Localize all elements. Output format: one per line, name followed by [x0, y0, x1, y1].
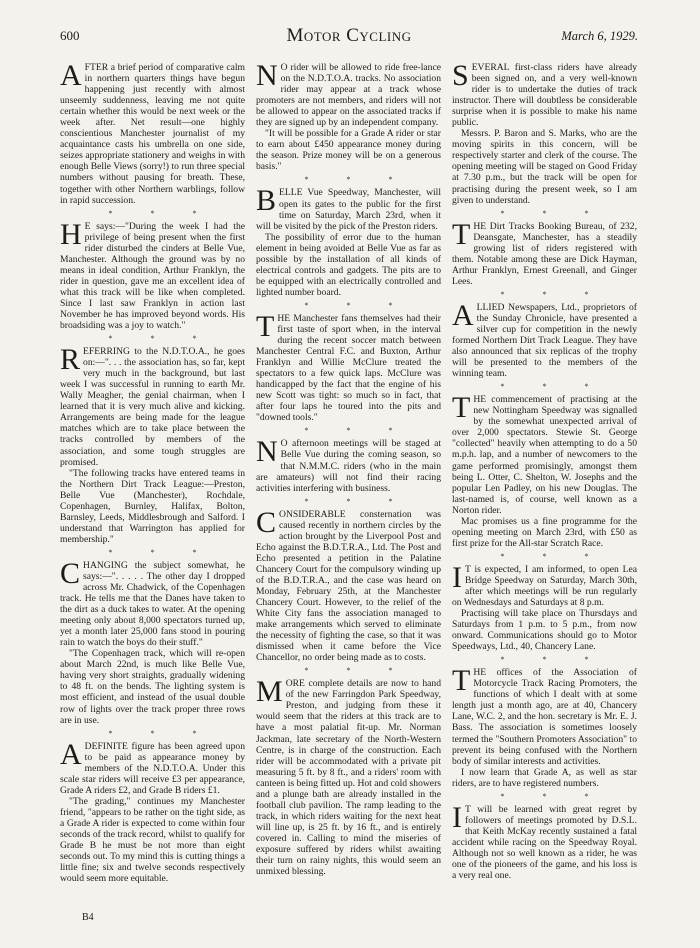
drop-cap: A — [60, 59, 82, 92]
paragraph — [60, 796, 245, 884]
drop-cap: R — [60, 343, 81, 377]
section-separator: * * * — [304, 300, 411, 310]
paragraph-text: LLIED Newspapers, Ltd., proprietors of the Sunday Chronicle, have presented a silver cup for competition in the newly formed Northern Dirt Track League. They have also announced that six replicas of the trophy will be presented to the members of the winning team. — [452, 301, 637, 380]
paragraph — [452, 516, 637, 549]
paragraph — [452, 767, 637, 789]
paragraph — [60, 468, 245, 545]
section-separator: * * * — [500, 382, 607, 392]
section-separator: * * * — [500, 289, 607, 299]
paragraph-text: "The following tracks have entered teams in the Northern Dirt Track League:—Preston, Belle Vue (Manchester), Rochdale, Copenhagen, Burnley, Halifax, Bolton, Barnsley, Leeds, Middlesbrough and Salford. I understand that Warrington has applied for membership." — [60, 467, 245, 545]
drop-cap: T — [452, 217, 471, 251]
paragraph-lead — [452, 298, 637, 380]
paragraph-lead — [60, 343, 245, 468]
paragraph-lead — [256, 675, 441, 878]
drop-cap: N — [256, 59, 278, 92]
drop-cap: I — [452, 560, 462, 594]
section-separator: * * * — [108, 728, 215, 738]
paragraph-lead — [452, 59, 637, 129]
section-separator: * * * — [500, 655, 607, 665]
paragraph-lead — [256, 184, 441, 232]
drop-cap: N — [256, 435, 278, 469]
paragraph-lead — [60, 737, 245, 796]
paragraph-lead — [452, 217, 637, 287]
section-separator: * * * — [500, 551, 607, 561]
paragraph-lead — [452, 664, 637, 767]
section-separator: * * * — [304, 496, 411, 506]
paragraph-text: Messrs. P. Baron and S. Marks, who are the moving spirits in this concern, will be respectively starter and clerk of the course. The opening meeting will be staged on Good Friday at 7.30 p.m., but the track will be open for practising during the present week, so I am given to understand. — [452, 128, 637, 206]
section-separator: * * * — [108, 547, 215, 557]
paragraph-lead — [60, 556, 245, 649]
paragraph-text: T is expected, I am informed, to open Lea Bridge Speedway on Saturday, March 30th, after which meetings will be run regularly on Wednesdays and Saturdays at 8 p.m. — [452, 563, 637, 609]
paragraph-text: HE Manchester fans themselves had their first taste of sport when, in the interval during the recent soccer match between Manchester Central F.C. and Buxton, Arthur Franklyn and Willie McClure treated the spectators to a few quick laps. McClure was handicapped by the fact that the engine of his new Scott was tight: so much so in fact, that after four laps he toured into the pits and "downed tools." — [256, 312, 441, 424]
paragraph-text: "It will be possible for a Grade A rider or star to earn about £450 appearance money during the season. Prize money will be on a generous basis." — [256, 128, 441, 173]
page-header — [60, 25, 638, 58]
paragraph-text: HANGING the subject somewhat, he says:—". . . . . The other day I dropped across Mr. Chadwick, of the Copenhagen track. He tells me that the Danes have taken to the dirt as a duck takes to water. At the opening meeting only about 8,000 spectators turned up, yet a month later 25,000 fans stood in pouring rain to watch the boys do their stuff." — [60, 559, 245, 649]
column-3 — [452, 59, 637, 884]
paragraph-text: EVERAL first-class riders have already been signed on, and a very well-known rider is to undertake the duties of track instructor. There will doubtless be considerable surprise when it is possible to make his name public. — [452, 62, 637, 129]
drop-cap: T — [256, 309, 275, 343]
paragraph-text: HE offices of the Association of Motorcycle Track Racing Promoters, the functions of which I dealt with at some length just a month ago, are at 40, Chancery Lane, W.C. 2, and the hon. secretary is Mr. E. J. Bass. The association is sometimes loosely termed the "Southern Promoters Association" to prevent its being confused with the Northern body of similar interests and activities. — [452, 667, 637, 767]
paragraph-text: HE commencement of practising at the new Nottingham Speedway was signalled by the somewhat unexpected arrival of over 2,000 spectators. Stewie St. George "collected" heavily when attempting to do a 50 m.p.h. lap, and a number of newcomers to the game performed promisingly, amongst them being L. Otter, C. Shelton, W. Josephs and the popular Len Padley, on his new Douglas. The last-named is, of course, well known as a Norton rider. — [452, 394, 637, 516]
paragraph-text: I now learn that Grade A, as well as star riders, are to have registered numbers. — [452, 766, 637, 789]
paragraph-text: T will be learned with great regret by followers of meetings promoted by D.S.L. that Keith McKay recently sustained a fatal accident while racing on the Speedway Royal. Although not so well known as a rider, he was one of the pioneers of the game, and his loss is a very real one. — [452, 803, 637, 882]
drop-cap: H — [60, 217, 82, 251]
drop-cap: T — [452, 664, 471, 698]
paragraph-lead — [452, 800, 637, 882]
section-separator: * * * — [108, 334, 215, 344]
paragraph-text: EFERRING to the N.D.T.O.A., he goes on:—". . . the association has, so far, kept very much in the background, but last week I was successful in running to earth Mr. Wally Meagher, the genial chairman, when I learned that it is very much alive and kicking. Arrangements are being made for the league matches which are to take place between the tracks controlled by members of the association, and some tough struggles are promised. — [60, 346, 245, 468]
paragraph — [256, 232, 441, 298]
paragraph-text: "The grading," continues my Manchester friend, "appears to be rather on the tight side, as a Grade A rider is expected to come within four seconds of the track record, whilst to qualify for Grade B he must be not more than eight seconds out. To my mind this is cutting things a little fine; six and twelve seconds respectively would seem more equitable. — [60, 795, 245, 885]
paragraph-text: Practising will take place on Thursdays and Saturdays from 1 p.m. to 5 p.m., from now onward. Communications should go to Motor Speedways, Ltd., 40, Chancery Lane. — [452, 608, 637, 653]
section-separator: * * * — [304, 426, 411, 436]
page-number: 600 — [60, 28, 80, 43]
paragraph-text: ORE complete details are now to hand of the new Farringdon Park Speedway, Preston, and judging from these it would seem that the riders at this track are to have a most palatial fit-up. Mr. Norman Jackman, late secretary of the North-Western Centre, is in charge of the construction. Each rider will be accommodated with a private pit measuring 5 ft. by 8 ft., and a riders' room with canteen is being fitted up. Hot and cold showers and a plunge bath are already installed in the football club pavilion. The ramp leading to the track, in which riders waiting for the next heat will line up, is 25 ft. by 16 ft., and is entirely covered in. Calling to mind the miseries of exposure suffered by riders whilst awaiting their turn on rainy nights, this would seem an unmixed blessing. — [256, 678, 441, 878]
paragraph-text: DEFINITE figure has been agreed upon to be paid as appearance money by members of the N.D.T.O.A. Under this scale star riders will receive £3 per appearance, Grade A riders £2, and Grade B riders £1. — [60, 740, 245, 796]
column-1 — [60, 59, 245, 885]
column-2 — [256, 59, 441, 884]
paragraph-text: Mac promises us a fine programme for the opening meeting on March 23rd, with £50 as first prize for the All-star Scratch Race. — [452, 515, 637, 549]
paragraph-text: FTER a brief period of comparative calm in northern quarters things have begun happening just recently with almost unseemly suddenness, leaving me not quite certain whether this would be next week or the week after. Net result—one highly conscientious Manchester journalist of my acquaintance casts his umbrella on one side, seizes appropriate stationery and weighs in with enough Belle Views (sorry!) to run three special numbers without pausing for breath. These, together with other Northern warblings, follow in rapid succession. — [60, 62, 245, 206]
drop-cap: C — [256, 505, 277, 539]
paragraph-text: ELLE Vue Speedway, Manchester, will open its gates to the public for the first time on Saturday, March 23rd, when it will be visited by the pick of the Preston riders. — [256, 187, 441, 232]
drop-cap: A — [60, 737, 82, 771]
paragraph — [452, 128, 637, 205]
section-separator: * * * — [108, 208, 215, 218]
paragraph-lead — [60, 217, 245, 332]
page-signature-mark: B4 — [82, 912, 94, 923]
drop-cap: B — [256, 184, 277, 218]
paragraph — [256, 128, 441, 172]
paragraph — [452, 608, 637, 652]
paragraph — [60, 648, 245, 725]
section-separator: * * * — [500, 791, 607, 801]
paragraph-lead — [256, 59, 441, 129]
issue-date: March 6, 1929. — [561, 29, 638, 43]
paragraph-lead — [60, 59, 245, 206]
paragraph-lead — [452, 391, 637, 516]
paragraph-lead — [256, 505, 441, 664]
drop-cap: I — [452, 800, 462, 834]
paragraph-text: "The Copenhagen track, which will re-open about March 22nd, is much like Belle Vue, having very short straights, gradually widening to 48 ft. on the bends. The lighting system is most efficient, and instead of the usual double row of lights over the track proper three rows are in use. — [60, 648, 245, 726]
section-separator: * * * — [304, 175, 411, 185]
paragraph-lead — [256, 435, 441, 494]
drop-cap: M — [256, 675, 283, 709]
paragraph-text: HE Dirt Tracks Booking Bureau, of 232, Deansgate, Manchester, has a steadily growing list of riders registered with them. Notable among these are Dick Hayman, Arthur Franklyn, Ernest Greenall, and Ginger Lees. — [452, 220, 637, 287]
article-columns — [60, 59, 638, 885]
section-separator: * * * — [500, 208, 607, 218]
paragraph-lead — [452, 560, 637, 609]
drop-cap: T — [452, 391, 471, 425]
drop-cap: C — [60, 556, 81, 590]
paragraph-text: ONSIDERABLE consternation was caused recently in northern circles by the action brought by the Liverpool Post and Echo against the B.D.T.R.A., Ltd. The Post and Echo presented a petition in the Palatine Chancery Court for the compulsory winding up of the B.D.T.R.A., and the case was heard on Monday, February 25th, at the Manchester Chancery Court. However, to the relief of the White City fans the association managed to make arrangements which served to eliminate the necessity of fighting the case, so that it was dismissed when it came before the Vice Chancellor, no order being made as to costs. — [256, 508, 441, 664]
paragraph-text: E says:—"During the week I had the privilege of being present when the first rider disturbed the cinders at Belle Vue, Manchester. Although the ground was by no means in ideal condition, Arthur Franklyn, the rider in question, gave me an excellent idea of what this track will be like when completed. Since I last saw Franklyn in action last November he has improved beyond words. His broadsiding was a joy to watch." — [60, 220, 245, 332]
paragraph-text: O rider will be allowed to ride free-lance on the N.D.T.O.A. tracks. No association rider may appear at a track whose promoters are not members, and riders will not be allowed to appear on the associated tracks if they are signed up by an independent company. — [256, 62, 441, 129]
drop-cap: A — [452, 298, 474, 332]
section-separator: * * * — [304, 666, 411, 676]
paragraph-text: O afternoon meetings will be staged at Belle Vue during the coming season, so that N.M.M.C. riders (who in the main are amateurs) will not find their racing activities interfering with business. — [256, 438, 441, 494]
paragraph-lead — [256, 309, 441, 424]
magazine-title: Motor Cycling — [286, 25, 412, 46]
paragraph-text: The possibility of error due to the human element in being avoided at Belle Vue as far as possible by the installation of all kinds of electrical controls and gadgets. The pits are to be equipped with an electrically controlled and lighted number board. — [256, 231, 441, 298]
drop-cap: S — [452, 59, 469, 92]
